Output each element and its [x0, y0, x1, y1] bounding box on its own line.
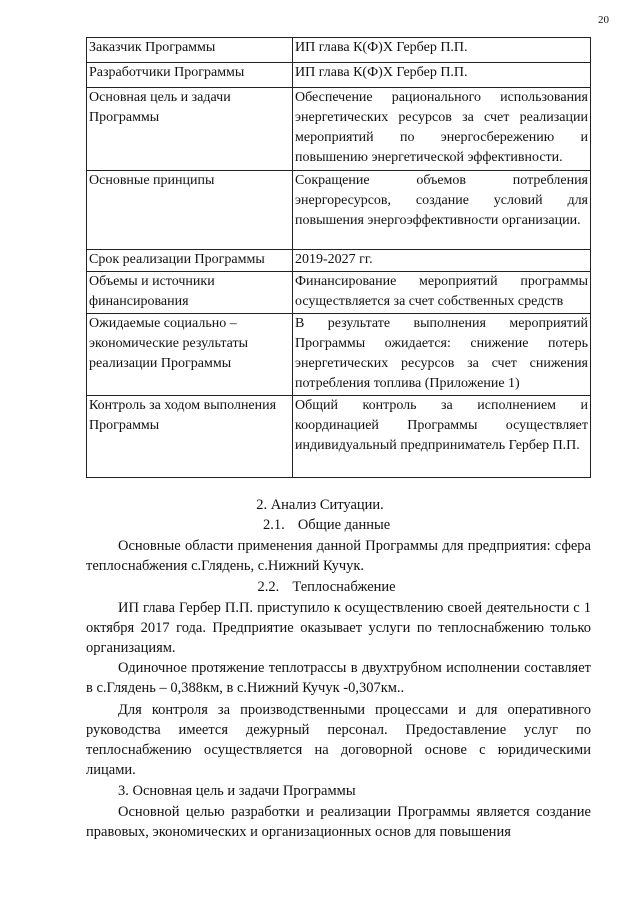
row-value: Общий контроль за исполнением и координацией Программы осуществляет индивидуальный предприниматель Гербер П.П. — [293, 396, 591, 478]
paragraph: Одиночное протяжение теплотрассы в двухтрубном исполнении составляет в с.Глядень – 0,388км, в с.Нижний Кучук -0,307км.. — [86, 660, 591, 696]
row-value: ИП глава К(Ф)Х Гербер П.П. — [293, 38, 591, 63]
row-label: Срок реализации Программы — [87, 250, 293, 272]
table-row — [87, 314, 591, 396]
table-row — [87, 396, 591, 478]
subsection-number: 2.1. — [262, 517, 285, 533]
row-value: В результате выполнения мероприятий Программы ожидается: снижение потерь энергетических ресурсов за счет снижения потребления топлива (Приложение 1) — [293, 314, 591, 396]
row-value: 2019-2027 гг. — [293, 250, 591, 272]
row-label: Ожидаемые социально – экономические результаты реализации Программы — [87, 314, 293, 396]
row-value: Сокращение объемов потребления энергоресурсов, создание условий для повышения энергоэффективности организации. — [293, 171, 591, 250]
page-number: 20 — [598, 14, 609, 26]
row-value: Финансирование мероприятий программы осуществляется за счет собственных средств — [293, 272, 591, 314]
section-2-heading: 2. Анализ Ситуации. — [256, 497, 384, 513]
subsection-title: Теплоснабжение — [292, 579, 396, 595]
table-row — [87, 88, 591, 171]
subsection-title: Общие данные — [297, 517, 391, 533]
row-label: Контроль за ходом выполнения Программы — [87, 396, 293, 478]
section-3-heading: 3. Основная цель и задачи Программы — [118, 783, 356, 799]
paragraph: ИП глава Гербер П.П. приступило к осуществлению своей деятельности с 1 октября 2017 года. Предприятие оказывает услуги по теплоснабжению только организациям. — [86, 600, 591, 656]
paragraph: Основные области применения данной Программы для предприятия: сфера теплоснабжения с.Глядень, с.Нижний Кучук. — [86, 538, 591, 574]
subsection-number: 2.2. — [257, 579, 280, 595]
row-label: Основная цель и задачи Программы — [87, 88, 293, 171]
row-label: Разработчики Программы — [87, 63, 293, 88]
program-passport-table — [86, 37, 591, 478]
paragraph: Основной целью разработки и реализации Программы является создание правовых, экономических и организационных основ для повышения — [86, 804, 591, 840]
row-label: Заказчик Программы — [87, 38, 293, 63]
paragraph: Для контроля за производственными процессами и для оперативного руководства имеется дежурный персонал. Предоставление услуг по теплоснабжению осуществляется на договорной основе с юридическими лицами. — [86, 702, 591, 778]
row-value: ИП глава К(Ф)Х Гербер П.П. — [293, 63, 591, 88]
subsection-2-1-heading — [0, 515, 640, 535]
subsection-2-2-heading — [0, 577, 640, 597]
row-value: Обеспечение рационального использования энергетических ресурсов за счет реализации мероприятий по энергосбережению и повышению энергетической эффективности. — [293, 88, 591, 171]
row-label: Основные принципы — [87, 171, 293, 250]
table-row — [87, 250, 591, 272]
table-row — [87, 272, 591, 314]
row-label: Объемы и источники финансирования — [87, 272, 293, 314]
table-row — [87, 171, 591, 250]
table-row — [87, 38, 591, 63]
table-row — [87, 63, 591, 88]
